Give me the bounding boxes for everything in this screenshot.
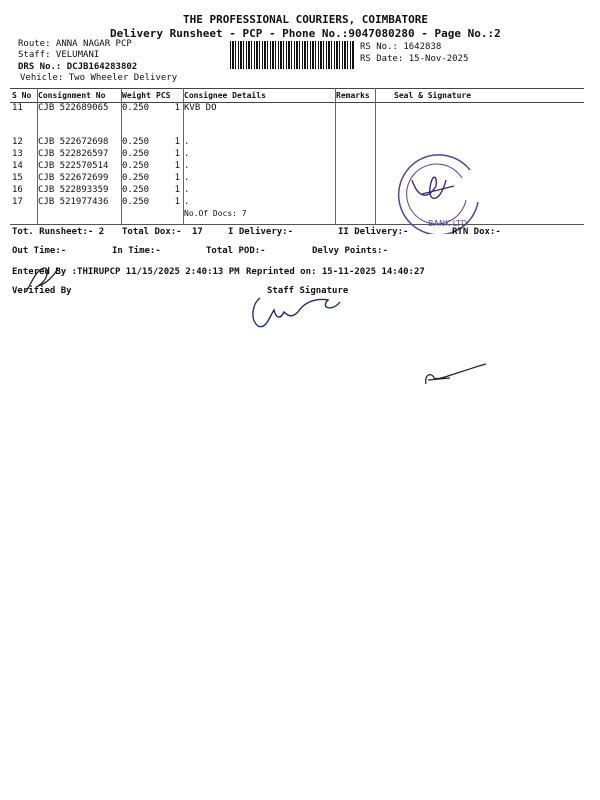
delvy-points: Delvy Points:- bbox=[312, 246, 388, 256]
table-row bbox=[10, 173, 584, 185]
reprinted-on: Reprinted on: 15-11-2025 14:40:27 bbox=[246, 267, 425, 277]
row-sno: 12 bbox=[12, 137, 23, 147]
row-consignment: CJB 522672698 bbox=[38, 137, 109, 147]
row-consignment: CJB 521977436 bbox=[38, 197, 109, 207]
table-row bbox=[10, 161, 584, 173]
rs-number: RS No.: 1642838 bbox=[360, 42, 442, 52]
row-consignment: CJB 522570514 bbox=[38, 161, 109, 171]
col-header-weight: Weight bbox=[120, 89, 154, 103]
col-header-remarks: Remarks bbox=[334, 89, 374, 103]
entered-by: Entered By :THIRUPCP 11/15/2025 2:40:13 PM bbox=[12, 267, 240, 277]
barcode bbox=[230, 41, 354, 69]
row-weight: 0.250 bbox=[122, 149, 150, 159]
runsheet-subtitle: Delivery Runsheet - PCP - Phone No.:9047080280 - Page No.:2 bbox=[110, 27, 501, 40]
route-label: Route: ANNA NAGAR PCP bbox=[18, 39, 132, 49]
row-pcs: 1 bbox=[174, 149, 180, 159]
col-header-sno: S No bbox=[10, 89, 36, 103]
row-pcs: 1 bbox=[174, 161, 180, 171]
total-dox-label: Total Dox:- bbox=[122, 227, 182, 237]
bank-seal-stamp bbox=[392, 150, 480, 234]
row-weight: 0.250 bbox=[122, 197, 150, 207]
tot-runsheet: Tot. Runsheet:- 2 bbox=[12, 227, 105, 237]
row-sno: 13 bbox=[12, 149, 23, 159]
row-pcs: 1 bbox=[174, 173, 180, 183]
column-divider bbox=[121, 88, 122, 224]
row-pcs: 1 bbox=[174, 137, 180, 147]
table-row bbox=[10, 185, 584, 197]
column-divider bbox=[183, 88, 184, 224]
row-sno: 15 bbox=[12, 173, 23, 183]
table-row bbox=[10, 197, 584, 209]
row-consignee: . bbox=[184, 149, 190, 159]
table-row bbox=[10, 103, 584, 116]
verifier-signature bbox=[22, 262, 62, 296]
column-divider bbox=[37, 88, 38, 224]
col-header-consignee: Consignee Details bbox=[182, 89, 334, 103]
column-divider bbox=[375, 88, 376, 224]
col-header-seal: Seal & Signature bbox=[374, 89, 584, 103]
row-sno: 17 bbox=[12, 197, 23, 207]
table-header-row bbox=[10, 89, 584, 103]
row-consignee: . bbox=[184, 137, 190, 147]
table-row bbox=[10, 137, 584, 149]
staff-label: Staff: VELUMANI bbox=[18, 50, 100, 60]
row-consignee: . bbox=[184, 197, 190, 207]
row-sno: 14 bbox=[12, 161, 23, 171]
row-sno: 16 bbox=[12, 185, 23, 195]
total-dox-value: 17 bbox=[192, 227, 203, 237]
row-pcs: 1 bbox=[174, 103, 180, 113]
row-weight: 0.250 bbox=[122, 173, 150, 183]
row-consignee: . bbox=[184, 185, 190, 195]
total-pod: Total POD:- bbox=[206, 246, 266, 256]
staff-signature-mark bbox=[240, 290, 360, 334]
column-divider bbox=[335, 88, 336, 224]
row-consignee: . bbox=[184, 161, 190, 171]
drs-number: DRS No.: DCJB164283802 bbox=[18, 62, 138, 72]
staff-signature-label: Staff Signature bbox=[267, 286, 349, 296]
row-pcs: 1 bbox=[174, 185, 180, 195]
col-header-consignment: Consignment No bbox=[36, 89, 120, 103]
row-weight: 0.250 bbox=[122, 185, 150, 195]
row-consignment: CJB 522826597 bbox=[38, 149, 109, 159]
vehicle-label: Vehicle: Two Wheeler Delivery bbox=[20, 73, 178, 83]
company-title: THE PROFESSIONAL COURIERS, COIMBATORE bbox=[183, 13, 429, 26]
table-bottom-rule bbox=[10, 224, 584, 225]
row-consignment: CJB 522689065 bbox=[38, 103, 109, 113]
row-consignee: . bbox=[184, 173, 190, 183]
row-pcs: 1 bbox=[174, 197, 180, 207]
ii-delivery: II Delivery:- bbox=[338, 227, 409, 237]
table-row bbox=[10, 149, 584, 161]
row-consignee: KVB DO bbox=[184, 103, 217, 113]
row-sno: 11 bbox=[12, 103, 23, 113]
courier-signature-mark bbox=[420, 360, 490, 388]
row-weight: 0.250 bbox=[122, 137, 150, 147]
out-time: Out Time:- bbox=[12, 246, 67, 256]
row-consignment: CJB 522672699 bbox=[38, 173, 109, 183]
i-delivery: I Delivery:- bbox=[228, 227, 294, 237]
row-weight: 0.250 bbox=[122, 161, 150, 171]
row-consignment: CJB 522893359 bbox=[38, 185, 109, 195]
stamp-text: BANK LTD bbox=[428, 219, 468, 228]
runsheet-table bbox=[10, 88, 584, 221]
verified-by: Verified By bbox=[12, 286, 72, 296]
in-time: In Time:- bbox=[112, 246, 161, 256]
docs-count: No.Of Docs: 7 bbox=[184, 209, 247, 218]
rtn-dox: RTN Dox:- bbox=[452, 227, 501, 237]
rs-date: RS Date: 15-Nov-2025 bbox=[360, 54, 469, 64]
col-header-pcs: PCS bbox=[154, 89, 182, 103]
row-weight: 0.250 bbox=[122, 103, 150, 113]
